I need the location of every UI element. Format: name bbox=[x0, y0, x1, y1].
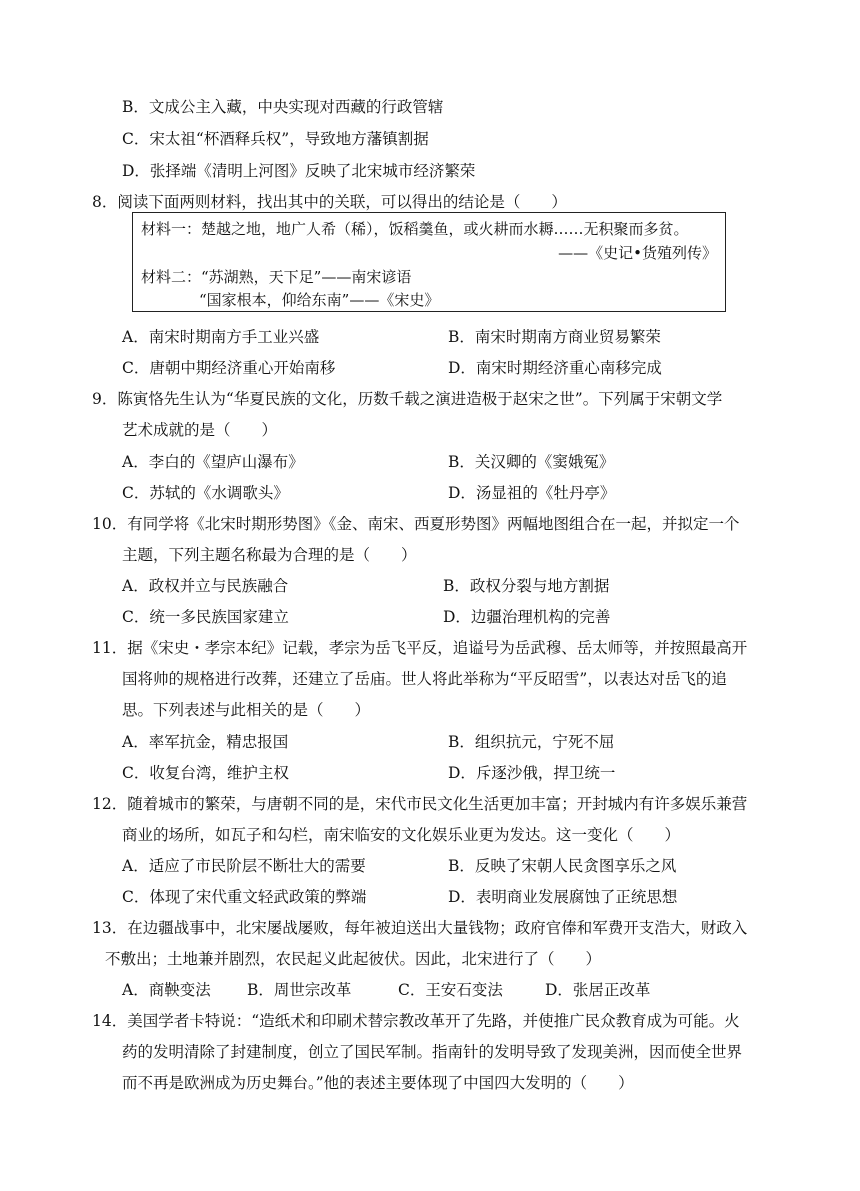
q12-option-a[interactable]: A．适应了市民阶层不断壮大的需要 bbox=[122, 857, 366, 875]
q10-option-d[interactable]: D．边疆治理机构的完善 bbox=[443, 608, 611, 626]
q11-option-a[interactable]: A．率军抗金，精忠报国 bbox=[122, 733, 289, 751]
q14-stem-line3: 而不再是欧洲成为历史舞台。”他的表述主要体现了中国四大发明的（ ） bbox=[122, 1074, 634, 1092]
q13-option-b[interactable]: B．周世宗改革 bbox=[247, 981, 352, 999]
q13-option-c[interactable]: C．王安石变法 bbox=[398, 981, 503, 999]
q7-option-b[interactable]: B．文成公主入藏，中央实现对西藏的行政管辖 bbox=[122, 98, 444, 116]
q8-option-b[interactable]: B．南宋时期南方商业贸易繁荣 bbox=[448, 328, 661, 346]
q9-stem-line1: 9．陈寅恪先生认为“华夏民族的文化，历数千载之演进造极于赵宋之世”。下列属于宋朝文学 bbox=[92, 390, 723, 408]
q14-stem-line1: 14．美国学者卡特说：“造纸术和印刷术替宗教改革开了先路，并使推广民众教育成为可能。火 bbox=[92, 1012, 740, 1030]
q8-option-c[interactable]: C．唐朝中期经济重心开始南移 bbox=[122, 359, 336, 377]
q12-option-c[interactable]: C．体现了宋代重文轻武政策的弊端 bbox=[122, 888, 367, 906]
q12-option-d[interactable]: D．表明商业发展腐蚀了正统思想 bbox=[448, 888, 678, 906]
q11-stem-line3: 思。下列表述与此相关的是（ ） bbox=[122, 701, 371, 719]
q12-stem-line1: 12．随着城市的繁荣，与唐朝不同的是，宋代市民文化生活更加丰富；开封城内有许多娱乐兼营 bbox=[92, 795, 748, 813]
q8-material-box bbox=[132, 212, 726, 312]
q9-option-a[interactable]: A．李白的《望庐山瀑布》 bbox=[122, 453, 304, 471]
q7-option-c[interactable]: C．宋太祖“杯酒释兵权”，导致地方藩镇割据 bbox=[122, 130, 429, 148]
q12-option-b[interactable]: B．反映了宋朝人民贪图享乐之风 bbox=[448, 857, 677, 875]
q11-stem-line1: 11．据《宋史・孝宗本纪》记载，孝宗为岳飞平反，追谥号为岳武穆、岳太师等，并按照最高开 bbox=[92, 639, 748, 657]
q9-option-c[interactable]: C．苏轼的《水调歌头》 bbox=[122, 484, 289, 502]
q7-option-d[interactable]: D．张择端《清明上河图》反映了北宋城市经济繁荣 bbox=[122, 162, 476, 180]
q11-stem-line2: 国将帅的规格进行改葬，还建立了岳庙。世人将此举称为“平反昭雪”，以表达对岳飞的追 bbox=[122, 670, 727, 688]
q14-stem-line2: 药的发明清除了封建制度，创立了国民军制。指南针的发明导致了发现美洲，因而使全世界 bbox=[122, 1043, 743, 1061]
q8-material1: 材料一：楚越之地，地广人希（稀），饭稻羹鱼，或火耕而水耨……无积聚而多贫。 bbox=[141, 220, 689, 238]
q8-material2-line2: “国家根本，仰给东南”——《宋史》 bbox=[199, 291, 440, 309]
q11-option-d[interactable]: D．斥逐沙俄，捍卫统一 bbox=[448, 764, 616, 782]
q11-option-c[interactable]: C．收复台湾，维护主权 bbox=[122, 764, 289, 782]
q10-option-b[interactable]: B．政权分裂与地方割据 bbox=[443, 577, 610, 595]
q10-option-a[interactable]: A．政权并立与民族融合 bbox=[122, 577, 289, 595]
q9-stem-line2: 艺术成就的是（ ） bbox=[122, 421, 278, 439]
q13-stem-line2: 不敷出；土地兼并剧烈，农民起义此起彼伏。因此，北宋进行了（ ） bbox=[105, 950, 602, 968]
q8-stem: 8．阅读下面两则材料，找出其中的关联，可以得出的结论是（ ） bbox=[92, 193, 567, 211]
q13-stem-line1: 13．在边疆战事中，北宋屡战屡败，每年被迫送出大量钱物；政府官俸和军费开支浩大，财政入 bbox=[92, 919, 748, 937]
q10-option-c[interactable]: C．统一多民族国家建立 bbox=[122, 608, 289, 626]
q8-material1-source: ——《史记•货殖列传》 bbox=[558, 244, 717, 262]
q9-option-d[interactable]: D．汤显祖的《牡丹亭》 bbox=[448, 484, 616, 502]
q12-stem-line2: 商业的场所，如瓦子和勾栏，南宋临安的文化娱乐业更为发达。这一变化（ ） bbox=[122, 826, 681, 844]
q11-option-b[interactable]: B．组织抗元，宁死不屈 bbox=[448, 733, 615, 751]
q8-option-d[interactable]: D．南宋时期经济重心南移完成 bbox=[448, 359, 662, 377]
q13-option-a[interactable]: A．商鞅变法 bbox=[122, 981, 211, 999]
q9-option-b[interactable]: B．关汉卿的《窦娥冤》 bbox=[448, 453, 615, 471]
q13-option-d[interactable]: D．张居正改革 bbox=[545, 981, 651, 999]
q10-stem-line1: 10．有同学将《北宋时期形势图》《金、南宋、西夏形势图》两幅地图组合在一起，并拟定一个 bbox=[92, 515, 740, 533]
q8-material2-line1: 材料二：“苏湖熟，天下足”——南宋谚语 bbox=[141, 268, 412, 286]
q10-stem-line2: 主题，下列主题名称最为合理的是（ ） bbox=[122, 546, 417, 564]
q8-option-a[interactable]: A．南宋时期南方手工业兴盛 bbox=[122, 328, 320, 346]
